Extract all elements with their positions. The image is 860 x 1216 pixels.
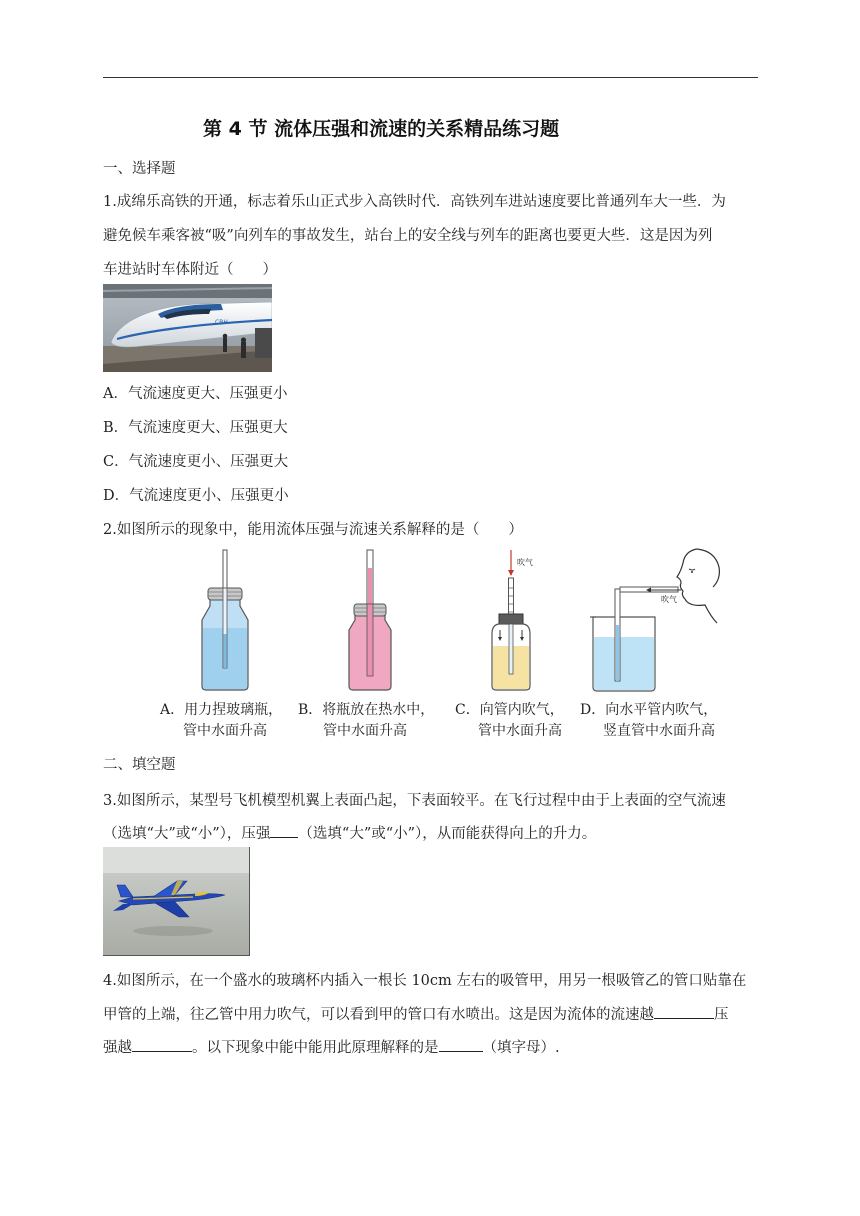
page-title: 第 4 节 流体压强和流速的关系精品练习题 bbox=[203, 118, 560, 140]
blow-label-d: 吹气 bbox=[661, 595, 677, 604]
q3-stem-line-2 bbox=[103, 822, 596, 843]
q4-text-part-3: 强越 bbox=[103, 1040, 132, 1056]
q1-option-c: C．气流速度更小、压强更大 bbox=[103, 454, 289, 470]
q2-stem: 2.如图所示的现象中，能用流体压强与流速关系解释的是（ ） bbox=[103, 522, 523, 538]
figure-c-bottle bbox=[484, 548, 554, 693]
q2-caption-c-line-2: 管中水面升高 bbox=[478, 723, 562, 739]
q3-text-part-1: （选填“大”或“小”），压强 bbox=[103, 826, 271, 842]
q4-stem-line-2 bbox=[103, 1003, 729, 1024]
q2-caption-a-line-2: 管中水面升高 bbox=[183, 723, 267, 739]
header-rule bbox=[103, 77, 758, 78]
q1-option-d: D．气流速度更小、压强更小 bbox=[103, 488, 289, 504]
q2-caption-b-line-2: 管中水面升高 bbox=[323, 723, 407, 739]
q4-answer-blank-3[interactable] bbox=[439, 1036, 483, 1052]
q4-text-part-5: （填字母）. bbox=[482, 1040, 560, 1056]
q3-stem-line-1: 3.如图所示，某型号飞机模型机翼上表面凸起，下表面较平。在飞行过程中由于上表面的空气流速 bbox=[103, 793, 726, 809]
q4-stem-line-3 bbox=[103, 1036, 560, 1057]
q1-option-a: A．气流速度更大、压强更小 bbox=[103, 386, 288, 402]
q4-stem-line-1: 4.如图所示，在一个盛水的玻璃杯内插入一根长 10cm 左右的吸管甲，用另一根吸管乙的管口贴靠在 bbox=[103, 973, 747, 989]
q2-caption-b-line-1: B．将瓶放在热水中， bbox=[298, 702, 435, 718]
figure-a-bottle bbox=[190, 548, 260, 693]
figure-d-beaker bbox=[585, 545, 730, 695]
model-airplane-photo bbox=[103, 847, 250, 956]
q2-caption-a-line-1: A．用力捏玻璃瓶， bbox=[160, 702, 283, 718]
svg-text:CRH: CRH bbox=[215, 319, 228, 326]
section-heading-fill: 二、填空题 bbox=[103, 757, 176, 773]
q1-stem-line-1: 1.成绵乐高铁的开通，标志着乐山正式步入高铁时代．高铁列车进站速度要比普通列车大一些．为 bbox=[103, 194, 726, 210]
q1-stem-line-3: 车进站时车体附近（ ） bbox=[103, 262, 277, 278]
q4-text-part-4: 。以下现象中能中能用此原理解释的是 bbox=[192, 1040, 439, 1056]
q4-text-part-1: 甲管的上端，往乙管中用力吹气，可以看到甲的管口有水喷出。这是因为流体的流速越 bbox=[103, 1007, 654, 1023]
q3-text-part-2: （选填“大”或“小”），从而能获得向上的升力。 bbox=[298, 826, 597, 842]
figure-b-bottle bbox=[345, 548, 395, 693]
q1-option-b: B．气流速度更大、压强更大 bbox=[103, 420, 288, 436]
section-heading-choice: 一、选择题 bbox=[103, 161, 176, 177]
blow-label-c: 吹气 bbox=[517, 558, 533, 567]
q3-answer-blank[interactable] bbox=[270, 822, 298, 838]
high-speed-train-photo bbox=[103, 284, 272, 372]
q4-answer-blank-2[interactable] bbox=[132, 1036, 192, 1052]
q4-answer-blank-1[interactable] bbox=[654, 1003, 714, 1019]
q1-stem-line-2: 避免候车乘客被“吸”向列车的事故发生，站台上的安全线与列车的距离也要更大些．这是因为列 bbox=[103, 228, 713, 244]
q2-caption-d-line-2: 竖直管中水面升高 bbox=[603, 723, 715, 739]
q2-caption-c-line-1: C．向管内吹气， bbox=[455, 702, 564, 718]
q2-caption-d-line-1: D．向水平管内吹气， bbox=[580, 702, 718, 718]
q4-text-part-2: 压 bbox=[714, 1007, 729, 1023]
